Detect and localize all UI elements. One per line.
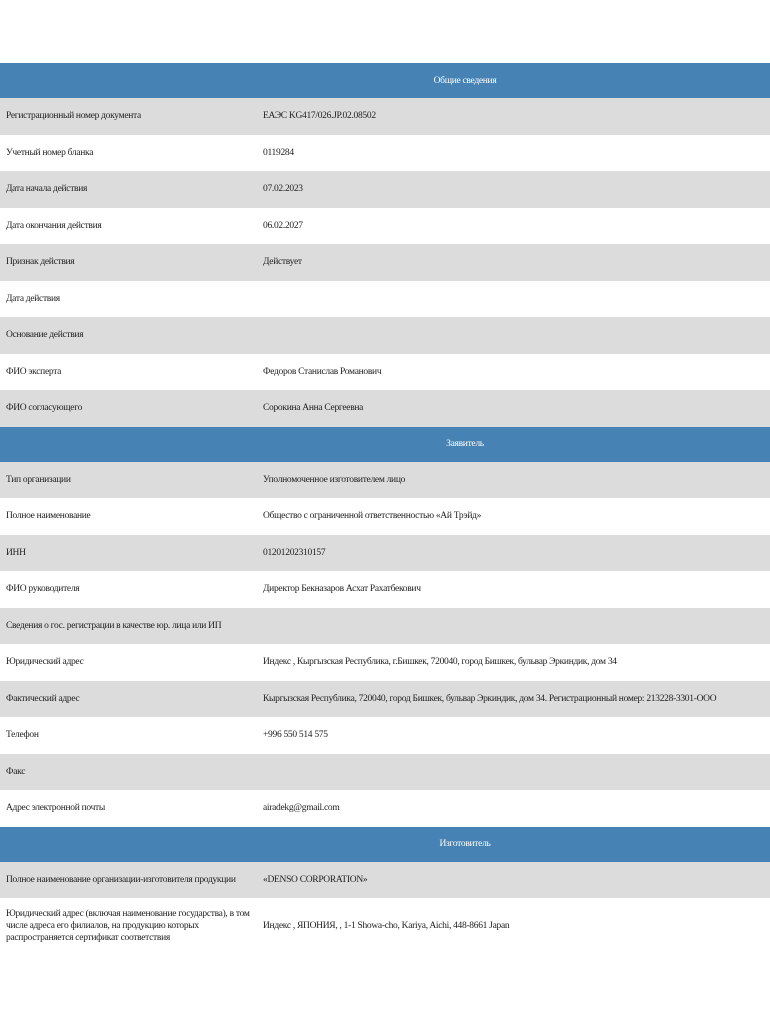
table-row xyxy=(0,244,770,281)
field-value: «DENSO CORPORATION» xyxy=(257,862,770,899)
field-label: ФИО руководителя xyxy=(0,571,257,608)
field-value xyxy=(257,754,770,791)
field-value: Сорокина Анна Сергеевна xyxy=(257,390,770,427)
table-row xyxy=(0,462,770,499)
field-value xyxy=(257,317,770,354)
field-label: Дата окончания действия xyxy=(0,208,257,245)
section-header-general xyxy=(0,63,770,98)
field-label: Факс xyxy=(0,754,257,791)
table-row xyxy=(0,571,770,608)
field-label: Юридический адрес xyxy=(0,644,257,681)
field-label: Основание действия xyxy=(0,317,257,354)
certificate-details-table xyxy=(0,63,770,954)
table-row xyxy=(0,135,770,172)
field-value: 0119284 xyxy=(257,135,770,172)
section-header-applicant xyxy=(0,427,770,462)
field-value: Кыргызская Республика, 720040, город Бишкек, бульвар Эркиндик, дом 34. Регистрационный номер: 213228-3301-ООО xyxy=(257,681,770,718)
table-row xyxy=(0,681,770,718)
section-title: Заявитель xyxy=(446,439,484,449)
table-row xyxy=(0,608,770,645)
field-label: Тип организации xyxy=(0,462,257,499)
table-row xyxy=(0,754,770,791)
section-title: Общие сведения xyxy=(433,75,497,86)
field-label: Полное наименование xyxy=(0,498,257,535)
field-value: 06.02.2027 xyxy=(257,208,770,245)
table-row xyxy=(0,644,770,681)
field-label: Телефон xyxy=(0,717,257,754)
table-row xyxy=(0,281,770,318)
field-value: Общество с ограниченной ответственностью «Ай Трэйд» xyxy=(257,498,770,535)
field-value xyxy=(257,281,770,318)
section-title: Изготовитель xyxy=(439,839,491,849)
field-value: Действует xyxy=(257,244,770,281)
table-row xyxy=(0,898,770,954)
table-row xyxy=(0,98,770,135)
field-label: Дата действия xyxy=(0,281,257,318)
field-value: Уполномоченное изготовителем лицо xyxy=(257,462,770,499)
field-value email-link: airadekg@gmail.com xyxy=(257,790,770,827)
field-label: Признак действия xyxy=(0,244,257,281)
field-label: Фактический адрес xyxy=(0,681,257,718)
field-label: Дата начала действия xyxy=(0,171,257,208)
field-label: Полное наименование организации-изготовителя продукции xyxy=(0,862,257,899)
table-row xyxy=(0,354,770,391)
table-row xyxy=(0,717,770,754)
field-value: 07.02.2023 xyxy=(257,171,770,208)
section-header-manufacturer xyxy=(0,827,770,862)
table-row xyxy=(0,208,770,245)
table-row xyxy=(0,862,770,899)
field-value: Директор Бекназаров Асхат Рахатбекович xyxy=(257,571,770,608)
table-row xyxy=(0,498,770,535)
table-row xyxy=(0,317,770,354)
table-row xyxy=(0,390,770,427)
field-label: ИНН xyxy=(0,535,257,572)
table-row xyxy=(0,790,770,827)
field-label: Учетный номер бланка xyxy=(0,135,257,172)
field-value xyxy=(257,608,770,645)
field-value: Федоров Станислав Романович xyxy=(257,354,770,391)
table-row xyxy=(0,171,770,208)
field-label: Адрес электронной почты xyxy=(0,790,257,827)
field-label: ФИО эксперта xyxy=(0,354,257,391)
field-label: ФИО согласующего xyxy=(0,390,257,427)
field-value: Индекс , Кыргызская Республика, г.Бишкек, 720040, город Бишкек, бульвар Эркиндик, дом 34 xyxy=(257,644,770,681)
field-value: 01201202310157 xyxy=(257,535,770,572)
field-label: Регистрационный номер документа xyxy=(0,98,257,135)
table-row xyxy=(0,535,770,572)
field-value: +996 550 514 575 xyxy=(257,717,770,754)
field-value: Индекс , ЯПОНИЯ, , 1-1 Showa-cho, Kariya, Aichi, 448-8661 Japan xyxy=(257,898,770,954)
field-label: Юридический адрес (включая наименование государства), в том числе адреса его филиалов, на продукцию которых распространяется сертификат соответствия xyxy=(0,898,257,954)
field-label: Сведения о гос. регистрации в качестве юр. лица или ИП xyxy=(0,608,257,645)
field-value: ЕАЭС KG417/026.JP.02.08502 xyxy=(257,98,770,135)
